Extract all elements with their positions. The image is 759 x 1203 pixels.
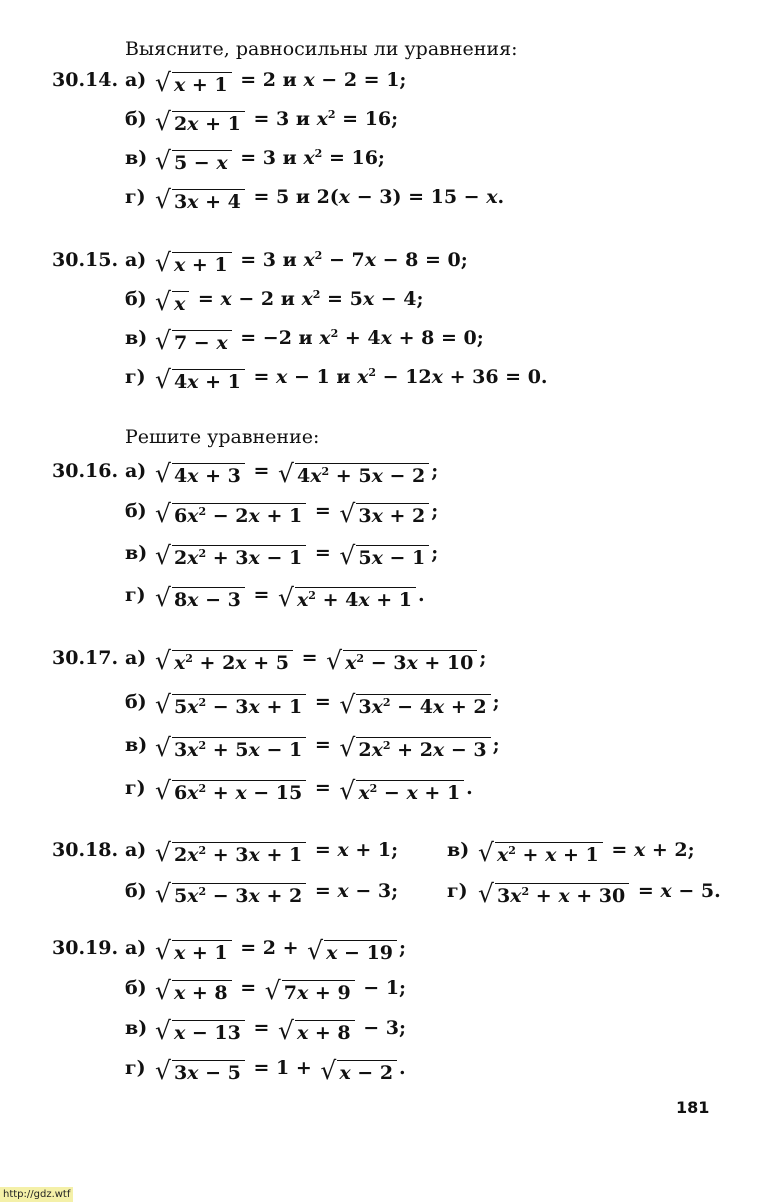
item-equation: √ 3x − 5 = 1 + √ x − 2 . — [155, 1056, 406, 1085]
radical-sign-icon: √ — [155, 541, 171, 570]
item-label: а) — [125, 249, 147, 271]
item-equation: √ $3x^2 + x + 30$ = x − 5. — [478, 879, 721, 908]
radical-sign-icon: √ — [155, 776, 171, 805]
radical-sign-icon: √ — [155, 733, 171, 762]
item-label: г) — [447, 880, 468, 902]
radical — [155, 976, 232, 1005]
radical — [155, 248, 232, 277]
radical — [339, 499, 429, 528]
radical — [278, 459, 429, 488]
problem-item — [0, 578, 759, 612]
item-equation: √ 4x + 1 = x − 1 и $x^2 - 12x + 36 = 0$. — [155, 365, 548, 394]
radical — [155, 733, 306, 762]
item-label: а) — [125, 69, 147, 91]
problem-number: 30.19. — [52, 937, 119, 959]
problem-item — [0, 360, 759, 394]
item-equation: √ $2x^2 + 3x + 1$ = x + 1; — [155, 838, 399, 867]
section-intro-line — [0, 420, 759, 454]
item-label: б) — [125, 977, 147, 999]
radical-sign-icon: √ — [155, 690, 171, 719]
radical-sign-icon: √ — [155, 68, 171, 97]
radicand: $2x^2 + 3x - 1$ — [172, 545, 306, 570]
item-equation: √ x = x − 2 и $x^2 = 5x - 4$; — [155, 287, 424, 316]
problem-item — [0, 971, 759, 1005]
radical-sign-icon: √ — [155, 583, 171, 612]
radical-sign-icon: √ — [155, 459, 171, 488]
radical — [278, 1016, 355, 1045]
problem-item — [0, 641, 759, 675]
item-label: б) — [125, 288, 147, 310]
problem-item — [0, 243, 759, 277]
radical-sign-icon: √ — [155, 1056, 171, 1085]
item-label: г) — [125, 1057, 146, 1079]
item-equation: √ x − 13 = √ x + 8 − 3; — [155, 1016, 407, 1045]
radical-sign-icon: √ — [326, 646, 343, 675]
radical — [155, 936, 232, 965]
radical-sign-icon: √ — [155, 1016, 171, 1045]
radicand: $3x^2 + 5x - 1$ — [172, 737, 306, 762]
radical-sign-icon: √ — [478, 838, 494, 867]
radicand: 4x + 3 — [172, 463, 245, 488]
item-equation: √ $6x^2 - 2x + 1$ = √ 3x + 2 ; — [155, 499, 439, 528]
item-equation: √ $x^2 + 2x + 5$ = √ $x^2 - 3x + 10$ ; — [155, 646, 487, 675]
problem-item — [0, 102, 759, 136]
radical — [478, 879, 629, 908]
radical — [155, 1056, 245, 1085]
radical — [155, 459, 245, 488]
radicand: x − 13 — [172, 1020, 245, 1045]
radical-sign-icon: √ — [478, 879, 494, 908]
radicand: $x^2 + 2x + 5$ — [172, 650, 293, 675]
radical — [339, 541, 429, 570]
radical-sign-icon: √ — [155, 365, 171, 394]
item-label: в) — [125, 1017, 148, 1039]
radical — [155, 646, 293, 675]
problem-item — [0, 931, 759, 965]
radicand: 4x + 1 — [172, 369, 245, 394]
problem-item — [0, 536, 759, 570]
radical-sign-icon: √ — [155, 248, 171, 277]
radical-sign-icon: √ — [155, 185, 171, 214]
radicand: x + 8 — [172, 980, 232, 1005]
radical-sign-icon: √ — [339, 541, 356, 570]
radical-sign-icon: √ — [339, 499, 356, 528]
radicand: $x^2 + x + 1$ — [495, 842, 603, 867]
radicand: x − 2 — [337, 1060, 397, 1085]
item-equation: √ 4x + 3 = √ $4x^2 + 5x - 2$ ; — [155, 459, 439, 488]
radicand: x + 1 — [172, 940, 232, 965]
problem-number: 30.15. — [52, 249, 119, 271]
radicand: x − 19 — [324, 940, 397, 965]
problem-item — [0, 282, 759, 316]
problem-item — [0, 685, 759, 719]
radical-sign-icon: √ — [155, 326, 171, 355]
problem-item — [0, 1051, 759, 1085]
problem-item — [0, 321, 759, 355]
item-equation: √ 5 − x = 3 и $x^2 = 16$; — [155, 146, 385, 175]
problem-item — [0, 63, 759, 97]
radical-sign-icon: √ — [339, 733, 356, 762]
radical-sign-icon: √ — [155, 646, 171, 675]
section-intro: Выясните, равносильны ли уравнения: — [125, 38, 518, 60]
item-label: а) — [125, 647, 147, 669]
radicand: 3x + 4 — [172, 189, 245, 214]
item-label: б) — [125, 500, 147, 522]
watermark-link[interactable]: http://gdz.wtf — [0, 1187, 73, 1202]
radical — [155, 776, 306, 805]
item-equation: √ x + 1 = 3 и $x^2 - 7x - 8 = 0$; — [155, 248, 468, 277]
problem-item — [0, 771, 759, 805]
radical — [155, 499, 306, 528]
radical-sign-icon: √ — [155, 146, 171, 175]
problem-number: 30.17. — [52, 647, 119, 669]
item-label: б) — [125, 108, 147, 130]
section-intro: Решите уравнение: — [125, 426, 320, 448]
radicand: $6x^2 + x - 15$ — [172, 780, 306, 805]
item-equation: √ 8x − 3 = √ $x^2 + 4x + 1$ . — [155, 583, 425, 612]
radicand: 5 − x — [172, 150, 232, 175]
radical — [155, 1016, 245, 1045]
radical-sign-icon: √ — [155, 838, 171, 867]
problem-number: 30.18. — [52, 839, 119, 861]
radicand: 7 − x — [172, 330, 232, 355]
item-label: б) — [125, 880, 147, 902]
radical-sign-icon: √ — [278, 459, 294, 488]
radicand: 7x + 9 — [282, 980, 355, 1005]
radicand: $3x^2 + x + 30$ — [495, 883, 629, 908]
item-equation: √ 2x + 1 = 3 и $x^2 = 16$; — [155, 107, 399, 136]
radical — [155, 583, 245, 612]
radical — [326, 646, 477, 675]
item-label: г) — [125, 186, 146, 208]
radicand: $2x^2 + 3x + 1$ — [172, 842, 306, 867]
radicand: 3x − 5 — [172, 1060, 245, 1085]
radical-sign-icon: √ — [278, 583, 294, 612]
item-label: б) — [125, 691, 147, 713]
item-label: а) — [125, 460, 147, 482]
radical-sign-icon: √ — [155, 976, 171, 1005]
radical — [278, 583, 416, 612]
radicand: x + 8 — [295, 1020, 355, 1045]
radicand: $5x^2 - 3x + 2$ — [172, 883, 306, 908]
problem-number: 30.16. — [52, 460, 119, 482]
item-label: г) — [125, 584, 146, 606]
item-equation: √ 7 − x = −2 и $x^2 + 4x + 8 = 0$; — [155, 326, 484, 355]
item-equation: √ $3x^2 + 5x - 1$ = √ $2x^2 + 2x - 3$ ; — [155, 733, 500, 762]
item-label: в) — [125, 147, 148, 169]
item-label: в) — [125, 734, 148, 756]
item-equation: √ 3x + 4 = 5 и 2(x − 3) = 15 − x. — [155, 185, 505, 214]
item-equation: √ $2x^2 + 3x - 1$ = √ 5x − 1 ; — [155, 541, 439, 570]
radical — [155, 68, 232, 97]
radical — [265, 976, 355, 1005]
radical — [155, 690, 306, 719]
problem-item — [0, 494, 759, 528]
radical — [339, 690, 490, 719]
radicand: $2x^2 + 2x - 3$ — [356, 737, 490, 762]
radical — [339, 733, 490, 762]
radicand: $5x^2 - 3x + 1$ — [172, 694, 306, 719]
item-label: а) — [125, 839, 147, 861]
radicand: 8x − 3 — [172, 587, 245, 612]
problem-item — [0, 1011, 759, 1045]
radicand: x — [172, 291, 189, 316]
radicand: 5x − 1 — [356, 545, 429, 570]
radical-sign-icon: √ — [339, 690, 356, 719]
radical — [307, 936, 397, 965]
radical-sign-icon: √ — [307, 936, 324, 965]
radicand: $x^2 - x + 1$ — [356, 780, 464, 805]
radical-sign-icon: √ — [320, 1056, 337, 1085]
radical-sign-icon: √ — [155, 936, 171, 965]
item-equation: √ $6x^2 + x - 15$ = √ $x^2 - x + 1$ . — [155, 776, 473, 805]
radicand: x + 1 — [172, 252, 232, 277]
problem-item — [0, 141, 759, 175]
item-equation: √ $x^2 + x + 1$ = x + 2; — [478, 838, 695, 867]
radicand: $x^2 + 4x + 1$ — [295, 587, 416, 612]
radical-sign-icon: √ — [278, 1016, 294, 1045]
item-label: г) — [125, 777, 146, 799]
radical-sign-icon: √ — [155, 107, 171, 136]
problem-item — [0, 180, 759, 214]
radicand: 2x + 1 — [172, 111, 245, 136]
radicand: $x^2 - 3x + 10$ — [343, 650, 477, 675]
item-equation: √ x + 1 = 2 и x − 2 = 1; — [155, 68, 407, 97]
item-label: а) — [125, 937, 147, 959]
radical — [155, 541, 306, 570]
radicand: $4x^2 + 5x - 2$ — [295, 463, 429, 488]
radical — [155, 146, 232, 175]
problem-item — [0, 728, 759, 762]
radical-sign-icon: √ — [155, 287, 171, 316]
radicand: $6x^2 - 2x + 1$ — [172, 503, 306, 528]
item-equation: √ $5x^2 - 3x + 1$ = √ $3x^2 - 4x + 2$ ; — [155, 690, 500, 719]
radical — [155, 185, 245, 214]
radical-sign-icon: √ — [155, 499, 171, 528]
radicand: $3x^2 - 4x + 2$ — [356, 694, 490, 719]
page-number: 181 — [676, 1098, 710, 1117]
radicand: x + 1 — [172, 72, 232, 97]
item-label: в) — [447, 839, 470, 861]
item-equation: √ x + 8 = √ 7x + 9 − 1; — [155, 976, 407, 1005]
section-intro-line — [0, 32, 759, 66]
radical-sign-icon: √ — [264, 976, 281, 1005]
problem-number: 30.14. — [52, 69, 119, 91]
radical-sign-icon: √ — [155, 879, 171, 908]
problem-item — [0, 874, 759, 908]
item-equation: √ $5x^2 - 3x + 2$ = x − 3; — [155, 879, 399, 908]
item-label: в) — [125, 327, 148, 349]
item-label: в) — [125, 542, 148, 564]
radical — [155, 879, 306, 908]
problem-item — [0, 454, 759, 488]
problem-item — [0, 833, 759, 867]
item-equation: √ x + 1 = 2 + √ x − 19 ; — [155, 936, 407, 965]
radical — [155, 838, 306, 867]
item-label: г) — [125, 366, 146, 388]
radical — [478, 838, 603, 867]
radical — [155, 107, 245, 136]
radical — [155, 287, 189, 316]
radical — [155, 326, 232, 355]
radical — [339, 776, 464, 805]
radicand: 3x + 2 — [356, 503, 429, 528]
radical — [320, 1056, 397, 1085]
radical — [155, 365, 245, 394]
radical-sign-icon: √ — [339, 776, 356, 805]
